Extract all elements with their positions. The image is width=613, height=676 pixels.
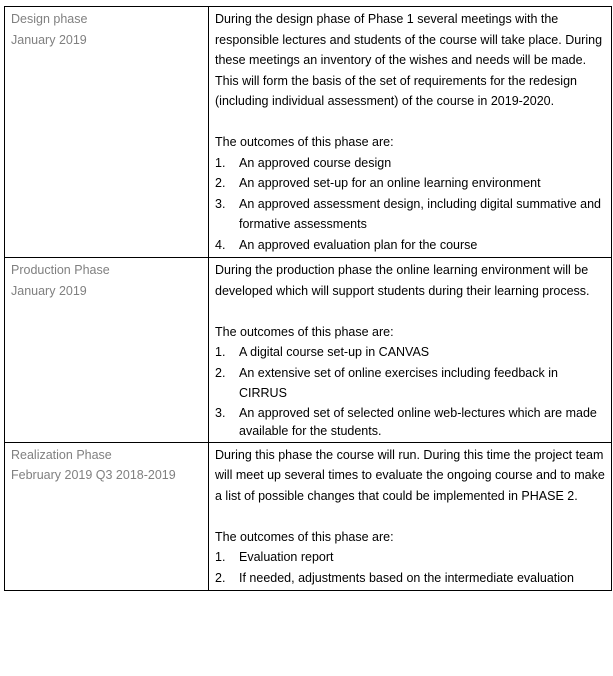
table-row-design-phase xyxy=(5,7,612,258)
phase-date: February 2019 Q3 2018-2019 xyxy=(11,468,176,482)
list-item-text: An approved assessment design, including digital summative and formative assessments xyxy=(239,196,602,231)
list-item xyxy=(215,568,605,589)
phase-name: Design phase xyxy=(11,12,88,26)
list-number: 3. xyxy=(215,405,226,420)
phase-date: January 2019 xyxy=(11,32,87,47)
outcomes-intro: The outcomes of this phase are: xyxy=(215,135,394,149)
list-item xyxy=(215,547,605,568)
phase-document xyxy=(4,6,612,591)
phase-paragraph: During this phase the course will run. During this time the project team will meet up several times to evaluate the ongoing course and to make a list of possible changes that could be implemented in PHASE 2. xyxy=(215,447,605,503)
phase-paragraph: During the design phase of Phase 1 several meetings with the responsible lectures and students of the course will take place. During these meetings an inventory of the wishes and needs will be made. This will form the basis of the set of requirements for the redesign (including individual assessment) of the course in 2019-2020. xyxy=(215,12,603,108)
list-item-text: An approved set of selected online web-lectures which are made available for the students. xyxy=(239,405,597,438)
list-item xyxy=(215,194,605,235)
table-row-production-phase xyxy=(5,258,612,443)
phase-description-cell xyxy=(209,258,612,443)
outcomes-list xyxy=(215,547,605,588)
list-item-text: An approved set-up for an online learning environment xyxy=(239,176,541,190)
list-number: 1. xyxy=(215,550,226,564)
outcomes-intro: The outcomes of this phase are: xyxy=(215,324,394,339)
list-item xyxy=(215,404,605,440)
outcomes-list xyxy=(215,342,605,440)
phase-label-cell xyxy=(5,442,209,591)
list-item xyxy=(215,363,605,404)
list-item xyxy=(215,173,605,194)
outcomes-intro: The outcomes of this phase are: xyxy=(215,529,394,544)
list-number: 4. xyxy=(215,237,226,252)
phase-description-cell xyxy=(209,7,612,258)
phase-name: Production Phase xyxy=(11,263,110,277)
list-item-text: An approved evaluation plan for the course xyxy=(239,237,478,252)
list-item-text: An approved course design xyxy=(239,155,392,170)
list-item xyxy=(215,342,605,363)
phase-paragraph: During the production phase the online learning environment will be developed which will support students during their learning process. xyxy=(215,263,590,298)
phase-label-cell xyxy=(5,258,209,443)
list-item xyxy=(215,235,605,256)
list-item-text: An extensive set of online exercises including feedback in CIRRUS xyxy=(239,365,558,400)
list-number: 2. xyxy=(215,365,226,380)
phase-date: January 2019 xyxy=(11,283,87,298)
list-number: 1. xyxy=(215,155,226,170)
list-number: 2. xyxy=(215,570,226,585)
list-item-text: Evaluation report xyxy=(239,550,334,564)
list-item-text: A digital course set-up in CANVAS xyxy=(239,345,430,359)
list-number: 1. xyxy=(215,345,226,359)
phase-name: Realization Phase xyxy=(11,447,112,462)
list-number: 2. xyxy=(215,176,226,190)
outcomes-list xyxy=(215,153,605,256)
phase-table xyxy=(4,6,612,591)
list-item-text: If needed, adjustments based on the intermediate evaluation xyxy=(239,570,574,585)
table-row-realization-phase xyxy=(5,442,612,591)
list-item xyxy=(215,153,605,174)
phase-label-cell xyxy=(5,7,209,258)
list-number: 3. xyxy=(215,196,226,211)
phase-description-cell xyxy=(209,442,612,591)
